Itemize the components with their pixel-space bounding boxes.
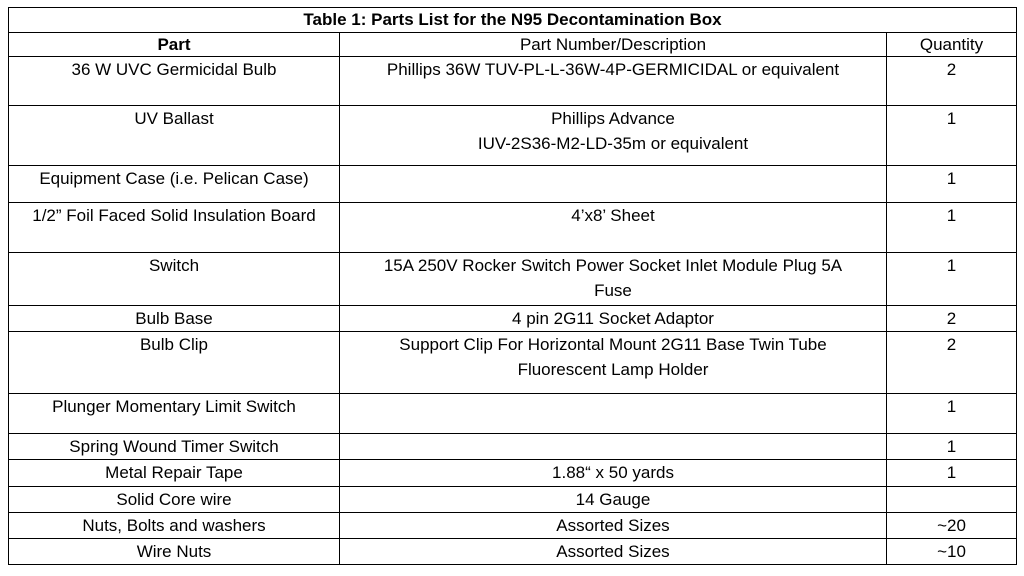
table-row bbox=[9, 306, 1017, 332]
parts-list-table bbox=[8, 7, 1017, 565]
description-cell bbox=[340, 434, 887, 460]
description-line-1: Assorted Sizes bbox=[556, 542, 670, 561]
table-row bbox=[9, 487, 1017, 513]
quantity-cell: ~10 bbox=[887, 539, 1017, 565]
table-row bbox=[9, 106, 1017, 166]
part-cell: Bulb Clip bbox=[9, 332, 340, 394]
table-row bbox=[9, 460, 1017, 487]
quantity-cell: 1 bbox=[887, 434, 1017, 460]
quantity-cell: 2 bbox=[887, 332, 1017, 394]
description-cell bbox=[340, 539, 887, 565]
quantity-cell: 1 bbox=[887, 106, 1017, 166]
description-cell bbox=[340, 106, 887, 166]
header-description: Part Number/Description bbox=[340, 33, 887, 57]
description-line-2: IUV-2S36-M2-LD-35m or equivalent bbox=[477, 134, 749, 153]
quantity-cell: 1 bbox=[887, 394, 1017, 434]
part-cell: Nuts, Bolts and washers bbox=[9, 513, 340, 539]
table-row bbox=[9, 332, 1017, 394]
description-cell bbox=[340, 394, 887, 434]
part-cell: Switch bbox=[9, 253, 340, 306]
part-cell: Metal Repair Tape bbox=[9, 460, 340, 487]
part-cell: Equipment Case (i.e. Pelican Case) bbox=[9, 166, 340, 203]
description-line-1: 15A 250V Rocker Switch Power Socket Inlet Module Plug 5A bbox=[383, 256, 843, 275]
part-cell: Plunger Momentary Limit Switch bbox=[9, 394, 340, 434]
description-cell bbox=[340, 253, 887, 306]
table-row bbox=[9, 253, 1017, 306]
part-cell: UV Ballast bbox=[9, 106, 340, 166]
table-header-row bbox=[9, 33, 1017, 57]
quantity-cell: 1 bbox=[887, 460, 1017, 487]
table-body bbox=[9, 8, 1017, 565]
part-cell: Solid Core wire bbox=[9, 487, 340, 513]
description-cell bbox=[340, 332, 887, 394]
quantity-cell: 1 bbox=[887, 203, 1017, 253]
description-line-2: Fuse bbox=[594, 281, 632, 300]
table-row bbox=[9, 513, 1017, 539]
part-cell: 1/2” Foil Faced Solid Insulation Board bbox=[9, 203, 340, 253]
quantity-cell: ~20 bbox=[887, 513, 1017, 539]
description-line-1: 14 Gauge bbox=[575, 490, 651, 509]
part-cell: Spring Wound Timer Switch bbox=[9, 434, 340, 460]
description-line-1: 4 pin 2G11 Socket Adaptor bbox=[512, 309, 714, 328]
description-line-2: Fluorescent Lamp Holder bbox=[517, 360, 709, 379]
part-cell: Wire Nuts bbox=[9, 539, 340, 565]
description-cell bbox=[340, 306, 887, 332]
description-line-1: Assorted Sizes bbox=[556, 516, 670, 535]
description-line-1: 4’x8’ Sheet bbox=[571, 206, 655, 225]
description-line-1: Support Clip For Horizontal Mount 2G11 Base Twin Tube bbox=[399, 335, 827, 354]
description-cell bbox=[340, 513, 887, 539]
header-part: Part bbox=[9, 33, 340, 57]
part-cell: Bulb Base bbox=[9, 306, 340, 332]
quantity-cell: 2 bbox=[887, 57, 1017, 106]
table-row bbox=[9, 166, 1017, 203]
table-caption: Table 1: Parts List for the N95 Decontamination Box bbox=[9, 8, 1017, 33]
description-cell bbox=[340, 57, 887, 106]
description-line-1: 1.88“ x 50 yards bbox=[552, 463, 674, 482]
header-quantity: Quantity bbox=[887, 33, 1017, 57]
table-row bbox=[9, 434, 1017, 460]
table-row bbox=[9, 394, 1017, 434]
quantity-cell bbox=[887, 487, 1017, 513]
description-cell bbox=[340, 487, 887, 513]
description-cell bbox=[340, 460, 887, 487]
table-row bbox=[9, 203, 1017, 253]
description-line-1: Phillips 36W TUV-PL-L-36W-4P-GERMICIDAL or equivalent bbox=[386, 60, 840, 79]
quantity-cell: 2 bbox=[887, 306, 1017, 332]
description-cell bbox=[340, 203, 887, 253]
description-line-1: Phillips Advance bbox=[551, 109, 675, 128]
quantity-cell: 1 bbox=[887, 253, 1017, 306]
quantity-cell: 1 bbox=[887, 166, 1017, 203]
description-cell bbox=[340, 166, 887, 203]
table-row bbox=[9, 539, 1017, 565]
table-row bbox=[9, 57, 1017, 106]
table-caption-row bbox=[9, 8, 1017, 33]
part-cell: 36 W UVC Germicidal Bulb bbox=[9, 57, 340, 106]
